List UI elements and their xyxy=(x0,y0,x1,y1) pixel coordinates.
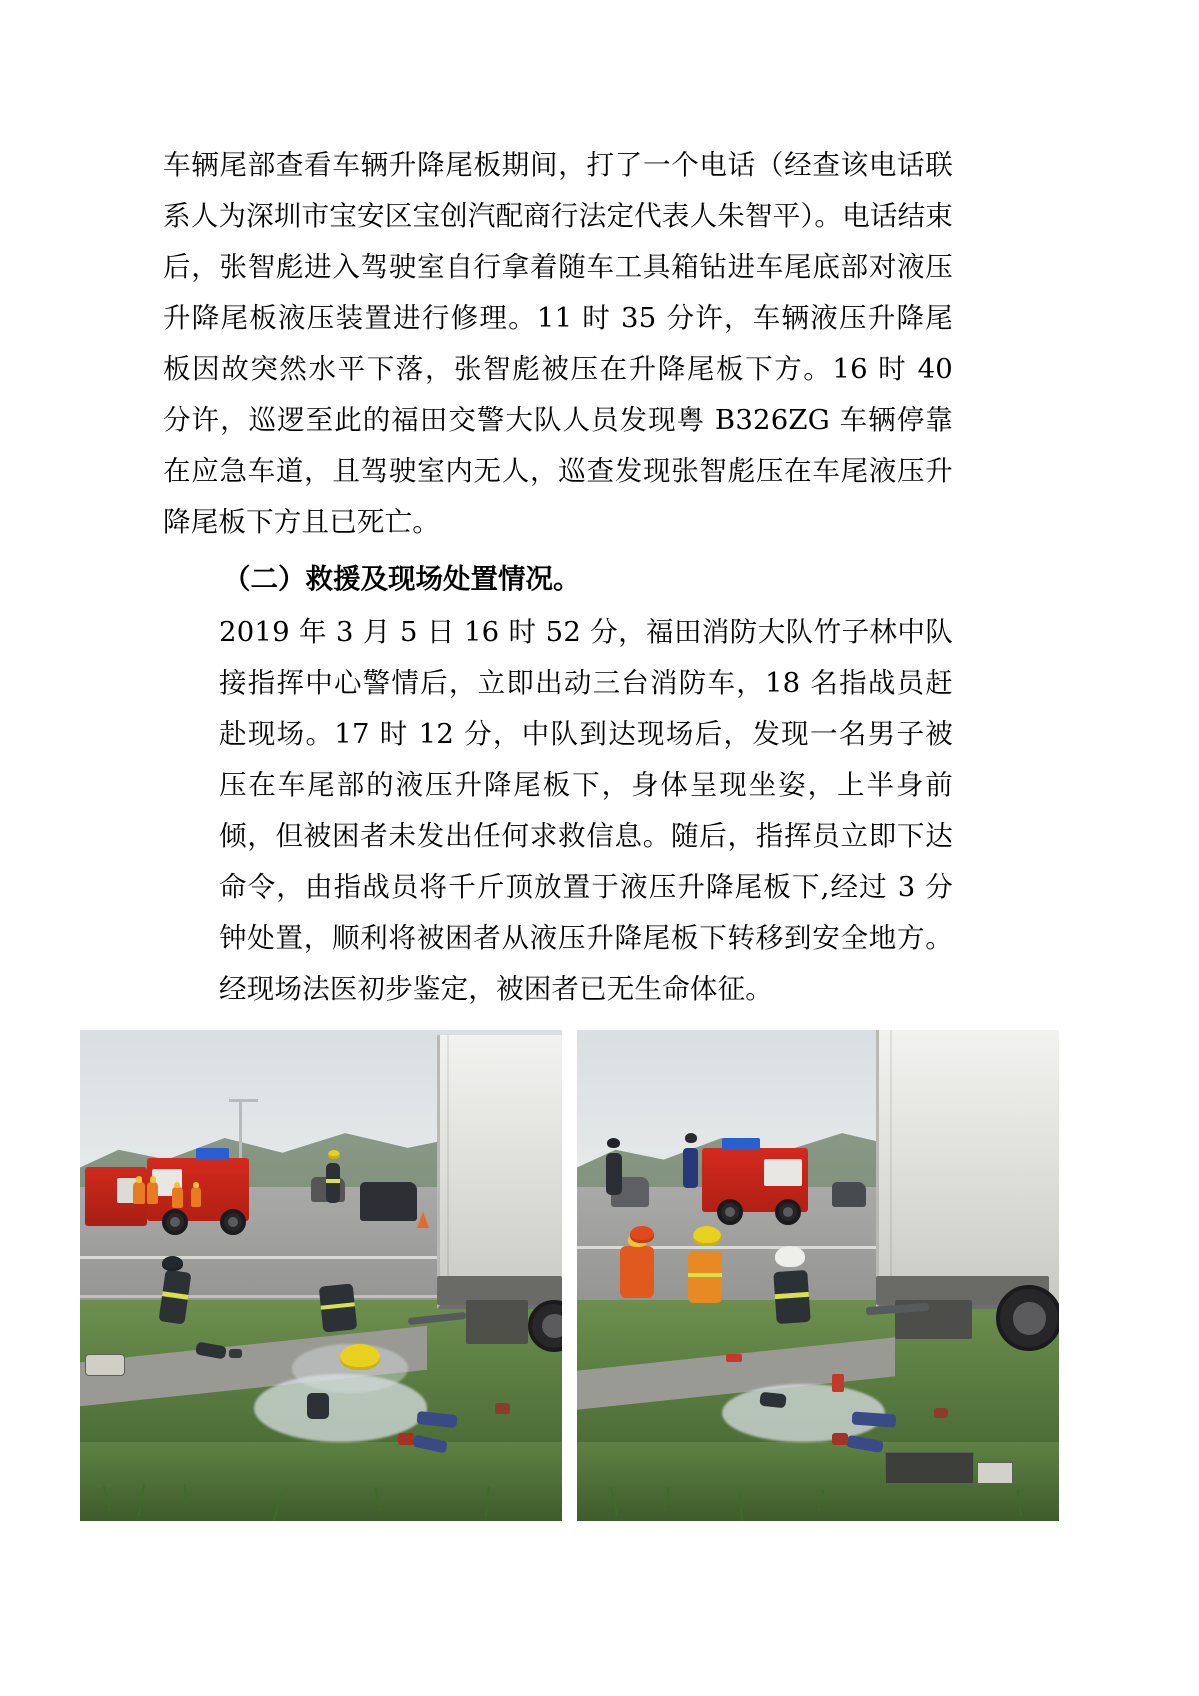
truck-wheel xyxy=(162,1209,188,1235)
reflective-stripe xyxy=(774,1291,808,1298)
paragraph-rescue-description: 2019 年 3 月 5 日 16 时 52 分，福田消防大队竹子林中队接指挥中心警情后，立即出动三台消防车，18 名指战员赶赴现场。17 时 12 分，中队到达现场后，发现一名男子被压在车尾部的液压升降尾板下，身体呈现坐姿，上半身前倾，但被困者未发出任何求救信息。随后，指挥员立即下达命令，由指战员将千斤顶放置于液压升降尾板下,经过 3 分钟处置，顺利将被困者从液压升降尾板下转移到安全地方。经现场法医初步鉴定，被困者已无生命体征。 xyxy=(219,616,953,1005)
yellow-helmet xyxy=(340,1344,380,1370)
document-body xyxy=(163,140,953,1015)
truck-wheel xyxy=(996,1285,1059,1351)
rescue-scene-photo-left xyxy=(80,1030,562,1521)
victim-shoe xyxy=(832,1433,848,1445)
reflective-stripe xyxy=(321,1303,355,1311)
street-sign-bar xyxy=(229,1099,258,1102)
standing-firefighter xyxy=(326,1163,340,1203)
firefighter-leg xyxy=(307,1393,329,1419)
victim-shoe xyxy=(495,1403,510,1414)
truck-wheel xyxy=(220,1209,246,1235)
orange-suit-rescuer xyxy=(620,1246,654,1298)
photo-row xyxy=(80,1030,1120,1521)
passenger-car xyxy=(360,1182,418,1221)
section-heading-rescue: （二）救援及现场处置情况。 xyxy=(223,563,581,595)
worker-orange-suit xyxy=(191,1187,201,1207)
dark-helmet xyxy=(162,1256,183,1271)
grass-foreground xyxy=(80,1442,562,1521)
drain-grate xyxy=(885,1452,974,1483)
rescuer-center xyxy=(688,1251,722,1303)
drain-cap xyxy=(85,1354,126,1376)
emergency-lightbar xyxy=(722,1138,761,1150)
boot xyxy=(229,1349,242,1358)
paragraph-accident-description: 车辆尾部查看车辆升降尾板期间，打了一个电话（经查该电话联系人为深圳市宝安区宝创汽配商行法定代表人朱智平）。电话结束后，张智彪进入驾驶室自行拿着随车工具箱钻进车尾底部对液压升降尾板液压装置进行修理。11 时 35 分许，车辆液压升降尾板因故突然水平下落，张智彪被压在升降尾板下方。16 时 40 分许，巡逻至此的福田交警大队人员发现粤 B326ZG 车辆停靠在应急车道，且驾驶室内无人，巡查发现张智彪压在车尾液压升降尾板下方且已死亡。 xyxy=(163,149,953,538)
litter xyxy=(977,1462,1013,1484)
reflective-stripe xyxy=(326,1179,340,1183)
white-helmet xyxy=(775,1246,805,1267)
worker-orange-suit xyxy=(133,1182,145,1204)
traffic-cone xyxy=(417,1212,429,1228)
emergency-lightbar xyxy=(196,1148,230,1160)
tailgate-underside xyxy=(466,1300,529,1344)
truck-wheel xyxy=(717,1199,743,1225)
bystander-head xyxy=(607,1138,620,1148)
officer-cap xyxy=(685,1133,697,1143)
container-truck-body xyxy=(876,1030,1059,1309)
container-truck-body xyxy=(437,1035,562,1309)
yellow-helmet xyxy=(693,1226,721,1246)
truck-cab xyxy=(764,1159,802,1186)
kneeling-firefighter xyxy=(773,1269,811,1323)
firefighter-leg xyxy=(759,1392,786,1409)
hydraulic-jack xyxy=(832,1374,844,1392)
reflective-stripe xyxy=(162,1291,188,1299)
bystander xyxy=(606,1153,622,1195)
victim-shoe xyxy=(934,1408,948,1418)
rescue-scene-photo-right xyxy=(577,1030,1059,1521)
police-officer xyxy=(683,1148,698,1188)
worker-orange-suit xyxy=(172,1187,183,1208)
truck-wheel xyxy=(775,1199,801,1225)
worker-orange-suit xyxy=(147,1182,158,1204)
yellow-helmet xyxy=(328,1150,340,1159)
victim-shoe xyxy=(398,1433,414,1445)
passenger-car xyxy=(832,1182,866,1207)
reflective-stripe xyxy=(688,1273,722,1278)
crouching-firefighter xyxy=(319,1284,358,1333)
orange-helmet xyxy=(630,1226,654,1243)
rescue-tool xyxy=(726,1354,742,1362)
